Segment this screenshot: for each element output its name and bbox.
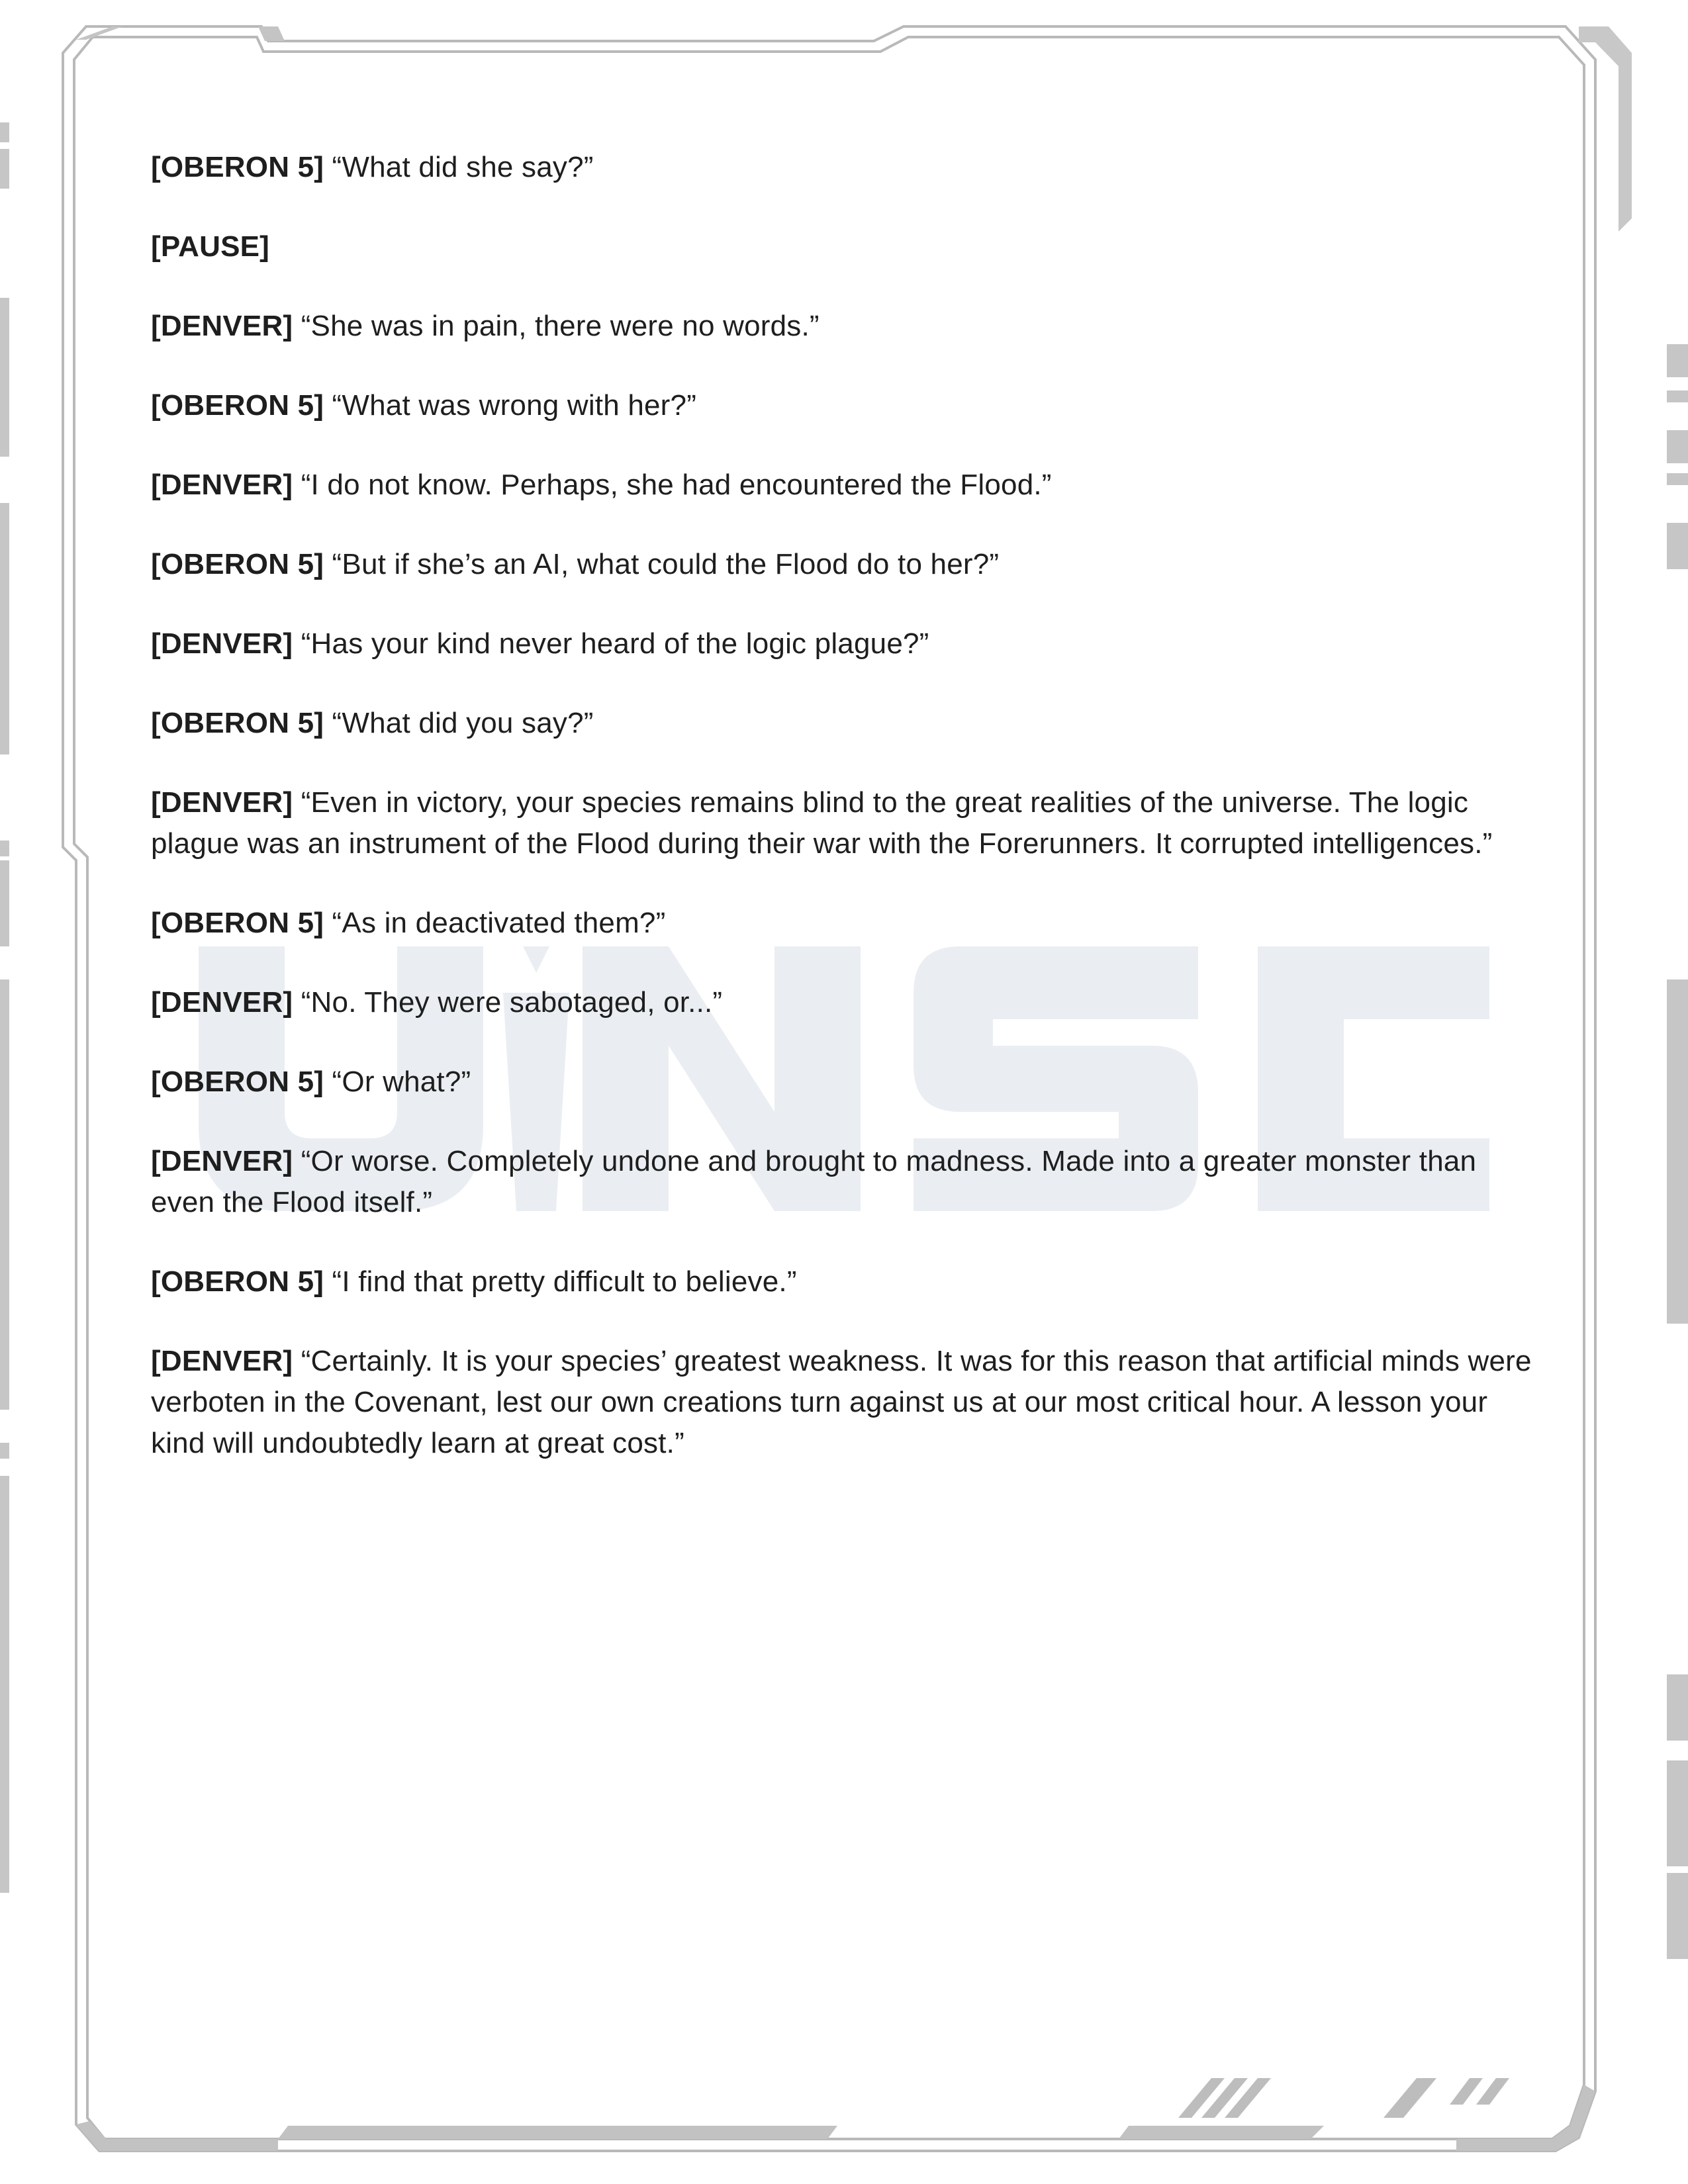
dialogue-line: [151, 782, 1534, 864]
dialogue-text: “Even in victory, your species remains blind to the great realities of the universe. The logic plague was an instrument of the Flood during their war with the Forerunners. It corrupted intelligences.”: [151, 786, 1493, 860]
dialogue-text: “But if she’s an AI, what could the Flood do to her?”: [324, 548, 1000, 580]
speaker-label: [OBERON 5]: [151, 907, 324, 939]
speaker-label: [OBERON 5]: [151, 707, 324, 739]
dialogue-text: “Or what?”: [324, 1066, 471, 1098]
dialogue-text: “She was in pain, there were no words.”: [293, 310, 820, 342]
dialogue-text: “Or worse. Completely undone and brought to madness. Made into a greater monster than even the Flood itself.”: [151, 1145, 1477, 1218]
dialogue-line: [151, 544, 1534, 585]
speaker-label: [OBERON 5]: [151, 389, 324, 422]
dialogue-line: [151, 226, 1534, 267]
speaker-label: [PAUSE]: [151, 230, 270, 263]
dialogue-text: “Has your kind never heard of the logic plague?”: [293, 627, 929, 660]
speaker-label: [DENVER]: [151, 310, 293, 342]
dialogue-line: [151, 385, 1534, 426]
speaker-label: [DENVER]: [151, 786, 293, 819]
dialogue-line: [151, 1062, 1534, 1103]
speaker-label: [DENVER]: [151, 1145, 293, 1177]
dialogue-text: “What did you say?”: [324, 707, 594, 739]
speaker-label: [OBERON 5]: [151, 1066, 324, 1098]
dialogue-line: [151, 1261, 1534, 1302]
transcript: [151, 147, 1534, 1502]
dialogue-text: “What did she say?”: [324, 151, 594, 183]
speaker-label: [DENVER]: [151, 1345, 293, 1377]
speaker-label: [OBERON 5]: [151, 151, 324, 183]
speaker-label: [OBERON 5]: [151, 1265, 324, 1298]
speaker-label: [DENVER]: [151, 627, 293, 660]
dialogue-line: [151, 703, 1534, 744]
dialogue-text: “I find that pretty difficult to believe.”: [324, 1265, 797, 1298]
speaker-label: [DENVER]: [151, 986, 293, 1019]
dialogue-line: [151, 1341, 1534, 1464]
dialogue-line: [151, 147, 1534, 188]
dialogue-text: “What was wrong with her?”: [324, 389, 697, 422]
dialogue-line: [151, 623, 1534, 664]
dialogue-line: [151, 903, 1534, 944]
speaker-label: [DENVER]: [151, 469, 293, 501]
dialogue-line: [151, 1141, 1534, 1223]
dialogue-text: “I do not know. Perhaps, she had encountered the Flood.”: [293, 469, 1052, 501]
dialogue-line: [151, 465, 1534, 506]
dialogue-line: [151, 306, 1534, 347]
dialogue-text: “Certainly. It is your species’ greatest weakness. It was for this reason that artificial minds were verboten in the Covenant, lest our own creations turn against us at our most critical hour. A lesson your kind will undoubtedly learn at great cost.”: [151, 1345, 1532, 1459]
dialogue-line: [151, 982, 1534, 1023]
dialogue-text: “As in deactivated them?”: [324, 907, 666, 939]
speaker-label: [OBERON 5]: [151, 548, 324, 580]
dialogue-text: “No. They were sabotaged, or...”: [293, 986, 723, 1019]
